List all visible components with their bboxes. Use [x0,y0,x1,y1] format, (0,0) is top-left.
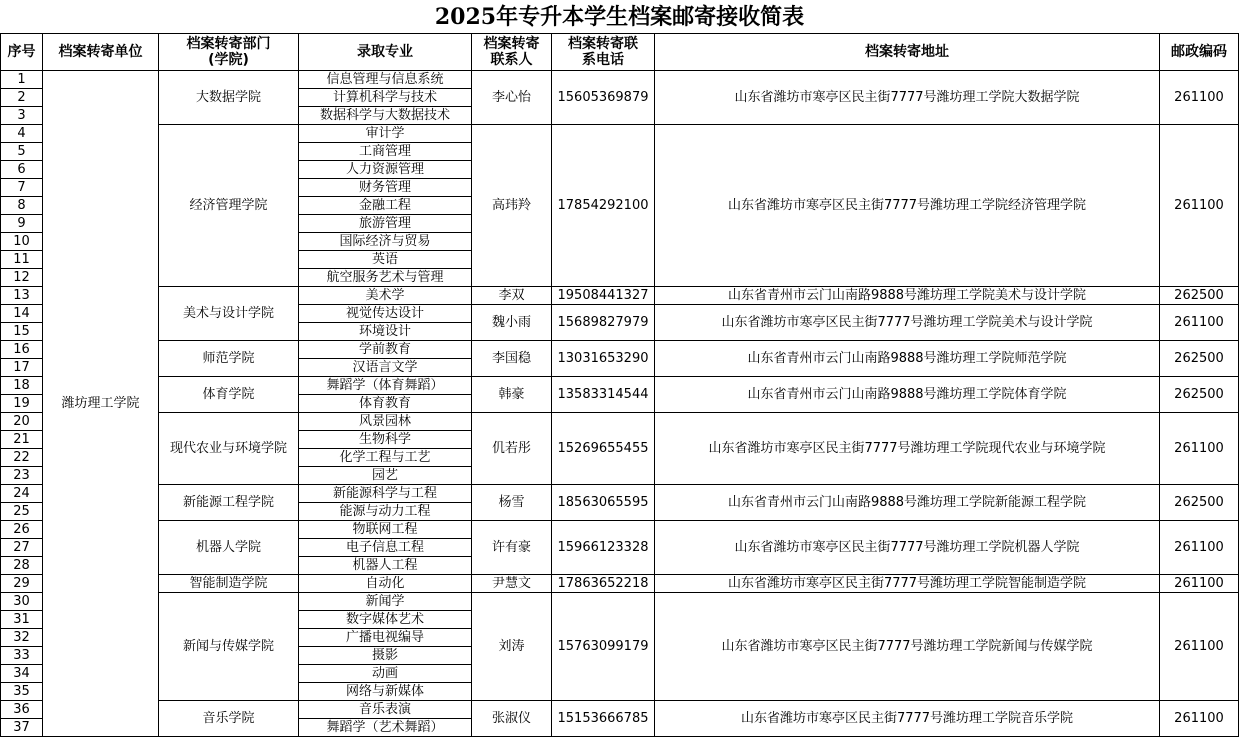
seq-cell: 23 [1,467,43,485]
seq-cell: 24 [1,485,43,503]
contact-cell: 高玮羚 [472,125,552,287]
table-row [1,377,1239,395]
header-unit: 档案转寄单位 [43,34,159,71]
table-row [1,413,1239,431]
seq-cell: 17 [1,359,43,377]
table-row [1,575,1239,593]
zip-cell: 262500 [1160,485,1239,521]
dept-cell: 美术与设计学院 [159,287,299,341]
major-cell: 数字媒体艺术 [299,611,472,629]
major-cell: 英语 [299,251,472,269]
major-cell: 计算机科学与技术 [299,89,472,107]
zip-cell: 262500 [1160,287,1239,305]
seq-cell: 10 [1,233,43,251]
seq-cell: 14 [1,305,43,323]
major-cell: 环境设计 [299,323,472,341]
phone-cell: 15269655455 [552,413,655,485]
dept-cell: 现代农业与环境学院 [159,413,299,485]
seq-cell: 34 [1,665,43,683]
contact-cell: 韩豪 [472,377,552,413]
dept-cell: 体育学院 [159,377,299,413]
table-row [1,287,1239,305]
page-title: 2025年专升本学生档案邮寄接收简表 [434,4,805,30]
seq-cell: 35 [1,683,43,701]
seq-cell: 16 [1,341,43,359]
major-cell: 化学工程与工艺 [299,449,472,467]
zip-cell: 262500 [1160,377,1239,413]
seq-cell: 7 [1,179,43,197]
seq-cell: 15 [1,323,43,341]
header-row [1,34,1239,71]
zip-cell: 261100 [1160,125,1239,287]
seq-cell: 18 [1,377,43,395]
major-cell: 数据科学与大数据技术 [299,107,472,125]
phone-cell: 15689827979 [552,305,655,341]
zip-cell: 261100 [1160,701,1239,737]
header-dept: 档案转寄部门 (学院) [159,34,299,71]
contact-cell: 李心怡 [472,71,552,125]
major-cell: 能源与动力工程 [299,503,472,521]
seq-cell: 30 [1,593,43,611]
phone-cell: 17863652218 [552,575,655,593]
archive-table [0,33,1239,737]
seq-cell: 5 [1,143,43,161]
contact-cell: 许有豪 [472,521,552,575]
table-row [1,485,1239,503]
major-cell: 旅游管理 [299,215,472,233]
seq-cell: 27 [1,539,43,557]
zip-cell: 261100 [1160,575,1239,593]
table-row [1,71,1239,89]
seq-cell: 21 [1,431,43,449]
address-cell: 山东省青州市云门山南路9888号潍坊理工学院师范学院 [655,341,1160,377]
major-cell: 学前教育 [299,341,472,359]
seq-cell: 25 [1,503,43,521]
phone-cell: 18563065595 [552,485,655,521]
seq-cell: 32 [1,629,43,647]
major-cell: 信息管理与信息系统 [299,71,472,89]
major-cell: 审计学 [299,125,472,143]
phone-cell: 13583314544 [552,377,655,413]
major-cell: 汉语言文学 [299,359,472,377]
phone-cell: 17854292100 [552,125,655,287]
major-cell: 航空服务艺术与管理 [299,269,472,287]
major-cell: 舞蹈学（体育舞蹈） [299,377,472,395]
major-cell: 风景园林 [299,413,472,431]
major-cell: 新闻学 [299,593,472,611]
dept-cell: 音乐学院 [159,701,299,737]
phone-cell: 19508441327 [552,287,655,305]
seq-cell: 6 [1,161,43,179]
contact-cell: 魏小雨 [472,305,552,341]
major-cell: 摄影 [299,647,472,665]
table-body [1,71,1239,737]
dept-cell: 师范学院 [159,341,299,377]
address-cell: 山东省潍坊市寒亭区民主街7777号潍坊理工学院新闻与传媒学院 [655,593,1160,701]
major-cell: 自动化 [299,575,472,593]
header-seq: 序号 [1,34,43,71]
address-cell: 山东省潍坊市寒亭区民主街7777号潍坊理工学院经济管理学院 [655,125,1160,287]
contact-cell: 杨雪 [472,485,552,521]
zip-cell: 261100 [1160,305,1239,341]
header-zip: 邮政编码 [1160,34,1239,71]
zip-cell: 261100 [1160,521,1239,575]
seq-cell: 4 [1,125,43,143]
address-cell: 山东省青州市云门山南路9888号潍坊理工学院美术与设计学院 [655,287,1160,305]
seq-cell: 20 [1,413,43,431]
phone-cell: 15966123328 [552,521,655,575]
header-address: 档案转寄地址 [655,34,1160,71]
address-cell: 山东省青州市云门山南路9888号潍坊理工学院新能源工程学院 [655,485,1160,521]
contact-cell: 刘涛 [472,593,552,701]
address-cell: 山东省潍坊市寒亭区民主街7777号潍坊理工学院现代农业与环境学院 [655,413,1160,485]
header-major: 录取专业 [299,34,472,71]
dept-cell: 机器人学院 [159,521,299,575]
major-cell: 美术学 [299,287,472,305]
dept-cell: 新能源工程学院 [159,485,299,521]
contact-cell: 尹慧文 [472,575,552,593]
major-cell: 电子信息工程 [299,539,472,557]
zip-cell: 261100 [1160,413,1239,485]
address-cell: 山东省青州市云门山南路9888号潍坊理工学院体育学院 [655,377,1160,413]
address-cell: 山东省潍坊市寒亭区民主街7777号潍坊理工学院机器人学院 [655,521,1160,575]
dept-cell: 新闻与传媒学院 [159,593,299,701]
seq-cell: 33 [1,647,43,665]
seq-cell: 2 [1,89,43,107]
major-cell: 机器人工程 [299,557,472,575]
major-cell: 新能源科学与工程 [299,485,472,503]
zip-cell: 261100 [1160,593,1239,701]
address-cell: 山东省潍坊市寒亭区民主街7777号潍坊理工学院音乐学院 [655,701,1160,737]
seq-cell: 26 [1,521,43,539]
seq-cell: 22 [1,449,43,467]
major-cell: 园艺 [299,467,472,485]
major-cell: 广播电视编导 [299,629,472,647]
major-cell: 物联网工程 [299,521,472,539]
seq-cell: 9 [1,215,43,233]
zip-cell: 261100 [1160,71,1239,125]
table-row [1,593,1239,611]
major-cell: 人力资源管理 [299,161,472,179]
major-cell: 视觉传达设计 [299,305,472,323]
major-cell: 金融工程 [299,197,472,215]
contact-cell: 张淑仪 [472,701,552,737]
phone-cell: 15763099179 [552,593,655,701]
seq-cell: 3 [1,107,43,125]
major-cell: 生物科学 [299,431,472,449]
major-cell: 动画 [299,665,472,683]
contact-cell: 李国稳 [472,341,552,377]
major-cell: 财务管理 [299,179,472,197]
zip-cell: 262500 [1160,341,1239,377]
table-row [1,341,1239,359]
major-cell: 音乐表演 [299,701,472,719]
seq-cell: 8 [1,197,43,215]
seq-cell: 29 [1,575,43,593]
contact-cell: 仉若彤 [472,413,552,485]
seq-cell: 12 [1,269,43,287]
seq-cell: 36 [1,701,43,719]
seq-cell: 19 [1,395,43,413]
dept-cell: 经济管理学院 [159,125,299,287]
seq-cell: 31 [1,611,43,629]
table-row [1,521,1239,539]
seq-cell: 37 [1,719,43,737]
dept-cell: 智能制造学院 [159,575,299,593]
phone-cell: 15153666785 [552,701,655,737]
phone-cell: 15605369879 [552,71,655,125]
major-cell: 体育教育 [299,395,472,413]
address-cell: 山东省潍坊市寒亭区民主街7777号潍坊理工学院智能制造学院 [655,575,1160,593]
seq-cell: 28 [1,557,43,575]
seq-cell: 13 [1,287,43,305]
table-row [1,125,1239,143]
major-cell: 工商管理 [299,143,472,161]
header-contact: 档案转寄 联系人 [472,34,552,71]
major-cell: 舞蹈学（艺术舞蹈） [299,719,472,737]
major-cell: 网络与新媒体 [299,683,472,701]
dept-cell: 大数据学院 [159,71,299,125]
table-row [1,701,1239,719]
phone-cell: 13031653290 [552,341,655,377]
address-cell: 山东省潍坊市寒亭区民主街7777号潍坊理工学院大数据学院 [655,71,1160,125]
address-cell: 山东省潍坊市寒亭区民主街7777号潍坊理工学院美术与设计学院 [655,305,1160,341]
seq-cell: 11 [1,251,43,269]
major-cell: 国际经济与贸易 [299,233,472,251]
contact-cell: 李双 [472,287,552,305]
header-phone: 档案转寄联 系电话 [552,34,655,71]
seq-cell: 1 [1,71,43,89]
unit-cell: 潍坊理工学院 [43,71,159,737]
